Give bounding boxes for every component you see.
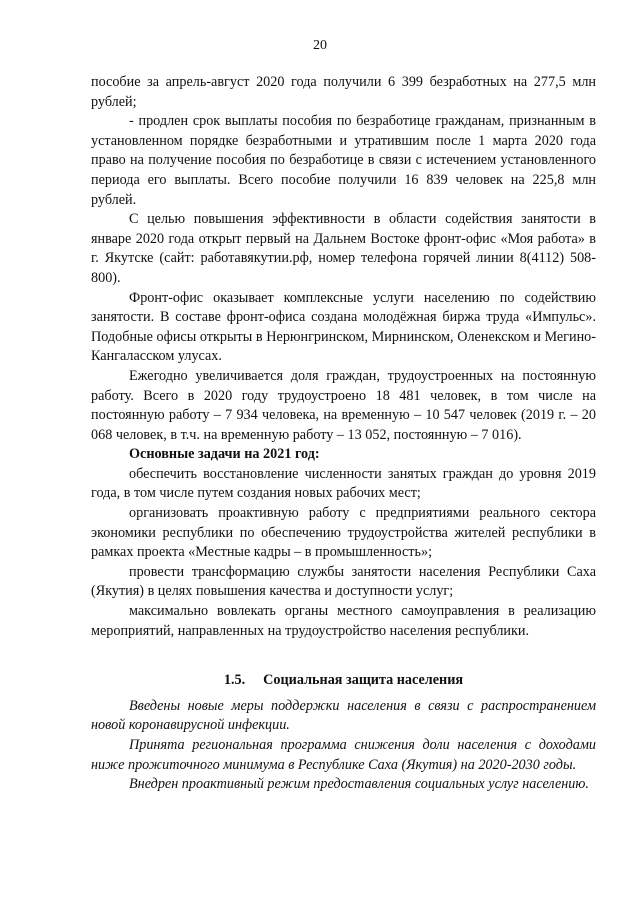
paragraph-employment-statistics: Ежегодно увеличивается доля граждан, трудоустроенных на постоянную работу. Всего в 2020 году трудоустроено 18 481 человек, в том числе на постоянную работу – 7 934 человека, на временную – 10 547 человек (2019 г. – 20 068 человек, в т.ч. на временную работу – 13 052, постоянную – 7 016). xyxy=(91,367,596,443)
task-item: организовать проактивную работу с предприятиями реального сектора экономики республики по обеспечению трудоустройства жителей республики в рамках проекта «Местные кадры – в промышленность»; xyxy=(91,505,596,561)
paragraph-benefit-summary: пособие за апрель-август 2020 года получили 6 399 безработных на 277,5 млн рублей; xyxy=(91,74,596,110)
section-paragraph: Введены новые меры поддержки населения в связи с распространением новой коронавирусной инфекции. xyxy=(91,697,596,734)
section-title: Социальная защита населения xyxy=(263,672,464,689)
task-item: обеспечить восстановление численности занятых граждан до уровня 2019 года, в том числе путем создания новых рабочих мест; xyxy=(91,465,596,502)
paragraph-benefit-extension: - продлен срок выплаты пособия по безработице гражданам, признанным в установленном порядке безработными и утратившим после 1 марта 2020 года право на получение пособия по безработице в связи с истечением установленного периода его выплаты. Всего пособие получили 16 839 человек на 225,8 млн рублей. xyxy=(91,113,596,208)
section-paragraph: Внедрен проактивный режим предоставления социальных услуг населению. xyxy=(129,776,589,793)
paragraph-front-office-opening: С целью повышения эффективности в области содействия занятости в январе 2020 года открыт первый на Дальнем Востоке фронт-офис «Моя работа» в г. Якутске (сайт: работавякутии.рф, номер телефона горячей линии 8(4112) 508-800). xyxy=(91,211,596,286)
section-heading xyxy=(91,671,596,691)
paragraph-front-office-services: Фронт-офис оказывает комплексные услуги населению по содействию занятости. В составе фронт-офиса создана молодёжная биржа труда «Импульс». Подобные офисы открыты в Нерюнгринском, Мирнинском, Оленекском и Мегино-Кангаласском улусах. xyxy=(91,289,596,365)
page-number: 20 xyxy=(313,38,327,53)
section-paragraph: Принята региональная программа снижения доли населения с доходами ниже прожиточного минимума в Республике Саха (Якутия) на 2020-2030 годы. xyxy=(91,737,596,773)
tasks-heading: Основные задачи на 2021 год: xyxy=(129,446,320,463)
section-number: 1.5. xyxy=(223,672,246,689)
document-body xyxy=(91,73,596,795)
task-item: провести трансформацию службы занятости населения Республики Саха (Якутия) в целях повышения качества и доступности услуг; xyxy=(91,563,596,600)
task-item: максимально вовлекать органы местного самоуправления в реализацию мероприятий, направленных на трудоустройство населения республики. xyxy=(91,603,596,639)
